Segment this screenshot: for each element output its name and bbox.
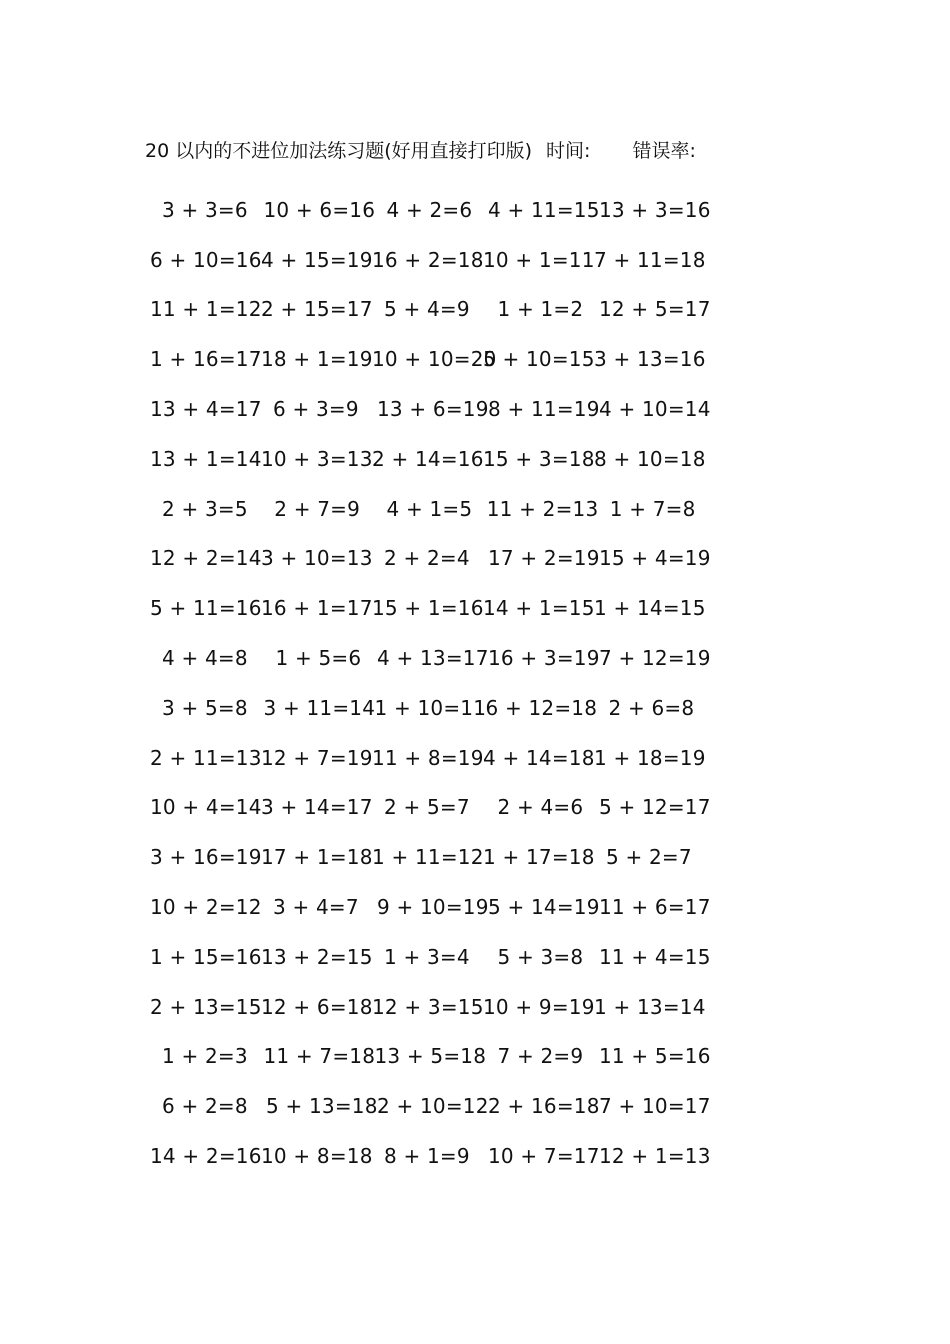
problem-row (150, 1131, 710, 1181)
problem-cell: 2 + 7=9 (274, 496, 361, 521)
problem-cell: 11 + 6=17 (599, 895, 711, 920)
problem-cell: 11 + 2=13 (486, 496, 599, 521)
problem-cell: 1 + 11=12 (372, 845, 484, 870)
problem-cell: 3 + 3=6 (162, 197, 248, 222)
problem-cell: 5 + 13=18 (266, 1094, 378, 1119)
problem-cell: 1 + 17=18 (483, 845, 595, 870)
problem-cell: 8 + 11=19 (488, 397, 600, 422)
problem-cell: 12 + 1=13 (599, 1144, 711, 1169)
problem-row (150, 534, 710, 584)
problem-cell: 8 + 1=9 (384, 1144, 470, 1169)
problem-row (150, 235, 710, 285)
problem-cell: 11 + 7=18 (263, 1044, 376, 1069)
worksheet-title: 20 以内的不进位加法练习题(好用直接打印版) (145, 140, 533, 162)
problem-cell: 2 + 4=6 (497, 795, 584, 820)
problem-cell: 12 + 5=17 (599, 297, 711, 322)
problem-cell: 12 + 6=18 (261, 994, 373, 1019)
problem-cell: 10 + 7=17 (488, 1144, 600, 1169)
problem-row (150, 633, 710, 683)
problem-cell: 2 + 3=5 (162, 496, 248, 521)
problem-cell: 13 + 6=19 (377, 397, 489, 422)
problem-cell: 12 + 7=19 (261, 745, 373, 770)
problem-cell: 2 + 14=16 (372, 446, 484, 471)
problem-cell: 14 + 2=16 (150, 1144, 262, 1169)
problem-cell: 6 + 3=9 (273, 397, 359, 422)
problem-row (150, 334, 710, 384)
error-rate-label: 错误率: (632, 140, 696, 162)
problem-cell: 12 + 2=14 (150, 546, 262, 571)
problem-cell: 2 + 16=18 (488, 1094, 600, 1119)
problem-cell: 6 + 12=18 (485, 695, 598, 720)
problem-cell: 16 + 3=19 (488, 646, 600, 671)
problem-cell: 2 + 11=13 (150, 745, 262, 770)
problem-cell: 13 + 2=15 (261, 944, 373, 969)
problem-cell: 4 + 1=5 (386, 496, 473, 521)
problem-cell: 5 + 10=15 (483, 347, 595, 372)
problem-cell: 3 + 13=16 (594, 347, 706, 372)
problem-cell: 3 + 4=7 (273, 895, 359, 920)
problem-cell: 15 + 1=16 (372, 596, 484, 621)
problem-row (150, 1081, 710, 1131)
problem-cell: 2 + 10=12 (377, 1094, 489, 1119)
problem-grid (150, 185, 710, 1181)
problem-cell: 4 + 2=6 (386, 197, 473, 222)
problem-cell: 5 + 11=16 (150, 596, 262, 621)
problem-cell: 10 + 3=13 (261, 446, 373, 471)
problem-row (150, 185, 710, 235)
problem-cell: 15 + 4=19 (599, 546, 711, 571)
problem-cell: 4 + 14=18 (483, 745, 595, 770)
problem-cell: 1 + 16=17 (150, 347, 262, 372)
problem-cell: 1 + 10=11 (374, 695, 487, 720)
problem-cell: 4 + 13=17 (377, 646, 489, 671)
problem-cell: 2 + 5=7 (384, 795, 470, 820)
problem-cell: 1 + 2=3 (162, 1044, 248, 1069)
problem-cell: 7 + 10=17 (599, 1094, 711, 1119)
problem-cell: 1 + 14=15 (594, 596, 706, 621)
problem-row (150, 484, 710, 534)
problem-cell: 14 + 1=15 (483, 596, 595, 621)
problem-cell: 1 + 15=16 (150, 944, 262, 969)
problem-cell: 11 + 1=12 (150, 297, 262, 322)
problem-cell: 2 + 6=8 (608, 695, 695, 720)
problem-row (150, 683, 710, 733)
problem-cell: 3 + 11=14 (263, 695, 376, 720)
problem-cell: 13 + 1=14 (150, 446, 262, 471)
problem-cell: 9 + 10=19 (377, 895, 489, 920)
problem-cell: 1 + 18=19 (594, 745, 706, 770)
problem-cell: 5 + 4=9 (384, 297, 470, 322)
problem-cell: 1 + 7=8 (609, 496, 696, 521)
problem-cell: 10 + 9=19 (483, 994, 595, 1019)
problem-cell: 12 + 3=15 (372, 994, 484, 1019)
problem-row (150, 434, 710, 484)
problem-cell: 1 + 13=14 (594, 994, 706, 1019)
problem-cell: 4 + 11=15 (488, 197, 600, 222)
problem-row (150, 882, 710, 932)
problem-row (150, 384, 710, 434)
time-label: 时间: (546, 140, 591, 162)
problem-cell: 16 + 1=17 (261, 596, 373, 621)
problem-cell: 15 + 3=18 (483, 446, 595, 471)
problem-cell: 3 + 16=19 (150, 845, 262, 870)
problem-cell: 10 + 6=16 (263, 197, 376, 222)
problem-cell: 10 + 8=18 (261, 1144, 373, 1169)
problem-row (150, 932, 710, 982)
problem-cell: 5 + 12=17 (599, 795, 711, 820)
problem-cell: 5 + 14=19 (488, 895, 600, 920)
problem-row (150, 783, 710, 833)
problem-cell: 10 + 4=14 (150, 795, 262, 820)
problem-row (150, 733, 710, 783)
problem-row (150, 1032, 710, 1082)
problem-cell: 4 + 10=14 (599, 397, 711, 422)
problem-cell: 17 + 2=19 (488, 546, 600, 571)
problem-cell: 17 + 1=18 (261, 845, 373, 870)
problem-cell: 6 + 10=16 (150, 247, 262, 272)
problem-cell: 7 + 11=18 (594, 247, 706, 272)
problem-row (150, 982, 710, 1032)
problem-cell: 10 + 10=20 (372, 347, 497, 372)
problem-cell: 8 + 10=18 (594, 446, 706, 471)
problem-cell: 1 + 3=4 (384, 944, 470, 969)
problem-cell: 5 + 2=7 (606, 845, 692, 870)
problem-cell: 11 + 4=15 (599, 944, 711, 969)
problem-cell: 10 + 1=11 (483, 247, 595, 272)
worksheet-header (145, 136, 696, 166)
problem-row (150, 832, 710, 882)
problem-cell: 10 + 2=12 (150, 895, 262, 920)
problem-cell: 1 + 5=6 (275, 646, 362, 671)
problem-cell: 3 + 10=13 (261, 546, 373, 571)
problem-cell: 4 + 15=19 (261, 247, 373, 272)
problem-cell: 13 + 3=16 (599, 197, 711, 222)
problem-cell: 13 + 5=18 (374, 1044, 487, 1069)
problem-cell: 4 + 4=8 (162, 646, 248, 671)
problem-cell: 11 + 5=16 (599, 1044, 711, 1069)
problem-cell: 13 + 4=17 (150, 397, 262, 422)
problem-cell: 6 + 2=8 (162, 1094, 248, 1119)
problem-cell: 18 + 1=19 (261, 347, 373, 372)
problem-cell: 2 + 13=15 (150, 994, 262, 1019)
problem-cell: 3 + 14=17 (261, 795, 373, 820)
problem-cell: 11 + 8=19 (372, 745, 484, 770)
problem-cell: 2 + 2=4 (384, 546, 470, 571)
problem-cell: 7 + 12=19 (599, 646, 711, 671)
problem-cell: 3 + 5=8 (162, 695, 248, 720)
problem-cell: 5 + 3=8 (497, 944, 584, 969)
problem-cell: 7 + 2=9 (497, 1044, 584, 1069)
problem-row (150, 583, 710, 633)
problem-cell: 16 + 2=18 (372, 247, 484, 272)
problem-cell: 2 + 15=17 (261, 297, 373, 322)
problem-cell: 1 + 1=2 (497, 297, 584, 322)
problem-row (150, 285, 710, 335)
